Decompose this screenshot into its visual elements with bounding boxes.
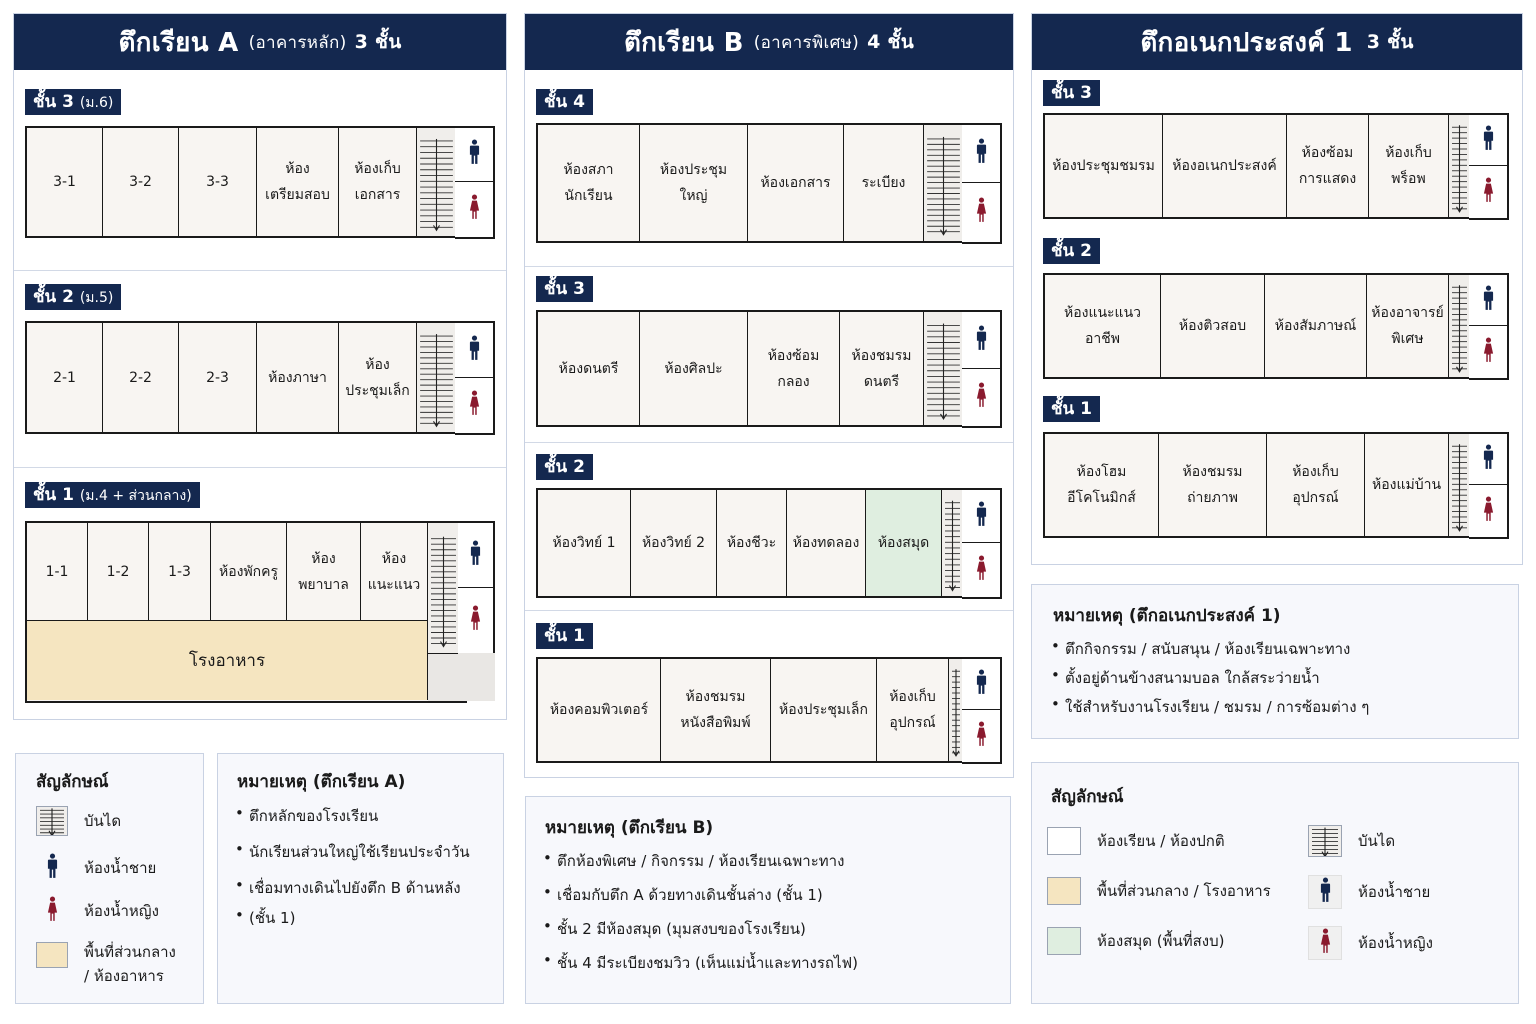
female-restroom-icon — [1469, 166, 1507, 218]
building-a-floor1-badge — [25, 482, 200, 508]
room[interactable]: 3-2 — [103, 128, 179, 236]
corridor — [428, 653, 460, 701]
note-item-continued: • (ชั้น 1) — [235, 906, 497, 930]
building-a-title: ตึกเรียน A — [118, 27, 239, 58]
floor-badge-label: ชั้น 3 — [33, 92, 74, 112]
classroom-swatch — [1047, 827, 1081, 855]
building-a-floor2-plan — [25, 321, 467, 434]
room[interactable]: ห้องแนะแนว อาชีพ — [1045, 275, 1161, 377]
room[interactable]: ห้องศิลปะ — [640, 312, 748, 425]
stairs-icon — [417, 323, 457, 432]
room[interactable]: ห้อง แนะแนว — [361, 523, 428, 620]
legend-c — [1031, 762, 1519, 1004]
female-figure — [1320, 928, 1331, 954]
legend-label: บันได — [1358, 832, 1396, 850]
notes-list — [543, 849, 1003, 985]
room[interactable]: ห้องอาจารย์ พิเศษ — [1367, 275, 1449, 377]
stairs-drawing — [924, 125, 963, 241]
note-item: • นักเรียนส่วนใหญ่ใช้เรียนประจำวัน — [235, 840, 497, 876]
female-restroom-icon — [1308, 926, 1342, 960]
room[interactable]: 1-2 — [88, 523, 149, 620]
legend-label: ห้องน้ำหญิง — [1358, 934, 1433, 952]
room[interactable]: ห้องคอมพิวเตอร์ — [538, 659, 661, 761]
stairs-icon — [417, 128, 457, 236]
note-item: • ชั้น 4 มีระเบียงชมวิว (เห็นแม่น้ำและทางรถไฟ) — [543, 951, 1003, 985]
stairs-icon — [942, 490, 964, 596]
room[interactable]: 3-3 — [179, 128, 257, 236]
legend-stairs — [1308, 825, 1395, 857]
building-a-floor2-badge — [25, 284, 121, 310]
room[interactable]: ห้องเก็บ อุปกรณ์ — [1267, 434, 1365, 536]
cafeteria[interactable]: โรงอาหาร — [27, 620, 428, 700]
building-a-floor-count: 3 ชั้น — [354, 31, 402, 53]
floor-badge-label: ชั้น 3 — [1051, 83, 1092, 103]
room[interactable]: ห้องชมรม หนังสือพิมพ์ — [661, 659, 771, 761]
stairs-icon — [1449, 275, 1471, 377]
male-figure — [1483, 444, 1494, 470]
female-restroom-icon — [1469, 485, 1507, 537]
building-c-title: ตึกอเนกประสงค์ 1 — [1140, 27, 1353, 58]
central-area-swatch — [36, 942, 68, 968]
legend-label: พื้นที่ส่วนกลาง / โรงอาหาร — [1097, 882, 1271, 900]
room[interactable]: 2-2 — [103, 323, 179, 432]
male-restroom-icon — [455, 323, 493, 378]
stairs-drawing — [924, 312, 963, 425]
note-item: • ชั้น 2 มีห้องสมุด (มุมสงบของโรงเรียน) — [543, 917, 1003, 951]
room[interactable]: ห้องทดลอง — [787, 490, 866, 596]
floor-divider — [525, 266, 1013, 267]
room[interactable]: ห้องชีวะ — [717, 490, 787, 596]
room[interactable]: ห้องซ้อม กลอง — [748, 312, 840, 425]
floor-divider — [14, 467, 506, 468]
room[interactable]: ห้องประชุมชมรม — [1045, 115, 1163, 217]
building-b-floor4-badge — [536, 89, 593, 115]
legend-a — [15, 753, 204, 1004]
floor-badge-label: ชั้น 2 — [33, 287, 74, 307]
note-item: • เชื่อมทางเดินไปยังตึก B ด้านหลัง — [235, 876, 497, 906]
notes-title: หมายเหตุ (ตึกอเนกประสงค์ 1) — [1053, 606, 1281, 626]
restroom-column — [1469, 432, 1509, 539]
female-figure — [976, 555, 987, 581]
stairs-icon — [1449, 434, 1471, 536]
note-item: • ตึกหลักของโรงเรียน — [235, 804, 497, 840]
stairs-drawing — [1449, 115, 1470, 217]
building-a-panel — [13, 13, 507, 720]
female-restroom-icon — [458, 588, 493, 653]
building-a-subtitle: (อาคารหลัก) — [248, 32, 347, 53]
room[interactable]: ห้องประชุมเล็ก — [771, 659, 877, 761]
floor-badge-label: ชั้น 2 — [1051, 241, 1092, 261]
legend-male — [1308, 875, 1430, 909]
male-figure — [469, 139, 480, 165]
legend-stairs — [36, 806, 121, 836]
restroom-column — [455, 126, 495, 239]
room[interactable]: ห้องชมรม ถ่ายภาพ — [1159, 434, 1267, 536]
stairs-drawing — [428, 523, 459, 654]
building-b-title: ตึกเรียน B — [623, 27, 744, 58]
room[interactable]: ห้องสภา นักเรียน — [538, 125, 640, 241]
restroom-column — [1469, 113, 1509, 220]
stairs-drawing — [417, 128, 456, 236]
female-restroom-icon — [962, 183, 1000, 242]
central-area-swatch — [1047, 877, 1081, 905]
building-c-floor2-badge — [1043, 238, 1100, 264]
male-restroom-icon — [1469, 115, 1507, 167]
male-restroom-icon — [962, 659, 1000, 711]
room[interactable]: ห้องเก็บ อุปกรณ์ — [877, 659, 949, 761]
male-figure — [470, 540, 481, 566]
male-figure — [1483, 125, 1494, 151]
male-restroom-icon — [962, 125, 1000, 184]
room[interactable]: ห้อง ประชุมเล็ก — [339, 323, 417, 432]
building-a-header — [14, 14, 506, 70]
legend-male — [36, 853, 156, 883]
stairs-icon — [428, 523, 460, 654]
room[interactable]: ห้องติวสอบ — [1161, 275, 1265, 377]
room[interactable]: ห้องเก็บ เอกสาร — [339, 128, 417, 236]
floor-badge-label: ชั้น 1 — [33, 485, 74, 505]
female-restroom-icon — [962, 710, 1000, 762]
floor-divider — [525, 610, 1013, 611]
legend-label: ห้องเรียน / ห้องปกติ — [1097, 832, 1225, 850]
building-c-floor-count: 3 ชั้น — [1366, 31, 1414, 53]
floor-badge-sublabel: (ม.6) — [79, 95, 114, 111]
building-b-floor4-plan — [536, 123, 964, 243]
floor-badge-sublabel: (ม.5) — [79, 290, 114, 306]
male-figure — [47, 853, 58, 879]
male-figure — [976, 669, 987, 695]
room[interactable]: 3-1 — [27, 128, 103, 236]
building-b-floor3-badge — [536, 276, 593, 302]
legend-label: ห้องน้ำหญิง — [84, 902, 159, 920]
female-restroom-icon — [36, 896, 68, 926]
building-b-floor1-plan — [536, 657, 964, 763]
legend-label: ห้องสมุด (พื้นที่สงบ) — [1097, 932, 1225, 950]
room[interactable]: ห้องชมรม ดนตรี — [840, 312, 924, 425]
note-item: • ตึกกิจกรรม / สนับสนุน / ห้องเรียนเฉพาะทาง — [1051, 637, 1511, 666]
restroom-column — [962, 310, 1002, 428]
female-figure — [976, 382, 987, 408]
stairs-icon — [1308, 825, 1342, 857]
library-swatch — [1047, 927, 1081, 955]
notes-title: หมายเหตุ (ตึกเรียน A) — [237, 772, 406, 792]
stairs-drawing — [1449, 275, 1470, 377]
floor-badge-label: ชั้น 3 — [544, 279, 585, 299]
legend-label: บันได — [84, 812, 122, 830]
building-c-panel — [1031, 13, 1523, 565]
library-room[interactable]: ห้องสมุด — [866, 490, 942, 596]
building-c-floor2-plan — [1043, 273, 1471, 379]
corridor — [458, 653, 495, 701]
restroom-column — [962, 488, 1002, 599]
legend-label: / ห้องอาหาร — [84, 967, 164, 985]
legend-library — [1047, 927, 1225, 955]
room[interactable]: ห้องประชุม ใหญ่ — [640, 125, 748, 241]
male-restroom-icon — [1308, 875, 1342, 909]
building-c-floor1-plan — [1043, 432, 1471, 538]
stairs-icon — [924, 125, 964, 241]
stairs-drawing — [1309, 826, 1341, 856]
room[interactable]: ห้องโฮม อีโคโนมิกส์ — [1045, 434, 1159, 536]
building-a-floor3-badge — [25, 89, 121, 115]
female-figure — [976, 197, 987, 223]
restroom-column — [962, 657, 1002, 764]
building-b-floor2-badge — [536, 454, 593, 480]
stairs-drawing — [1449, 434, 1470, 536]
female-restroom-icon — [962, 543, 1000, 597]
female-restroom-icon — [962, 369, 1000, 426]
note-item: • เชื่อมกับตึก A ด้วยทางเดินชั้นล่าง (ชั้น 1) — [543, 883, 1003, 917]
female-figure — [469, 194, 480, 220]
male-restroom-icon — [962, 490, 1000, 544]
stairs-drawing — [417, 323, 456, 432]
legend-female — [36, 896, 159, 926]
floor-divider — [525, 442, 1013, 443]
notes-list — [1051, 637, 1511, 724]
building-b-floor2-plan — [536, 488, 964, 598]
male-figure — [469, 335, 480, 361]
female-restroom-icon — [1469, 326, 1507, 378]
female-figure — [1483, 337, 1494, 363]
room[interactable]: 2-3 — [179, 323, 257, 432]
legend-title: สัญลักษณ์ — [36, 772, 109, 792]
room[interactable]: ห้องพักครู — [211, 523, 287, 620]
male-figure — [976, 138, 987, 164]
room[interactable]: ระเบียง — [844, 125, 924, 241]
female-restroom-icon — [455, 182, 493, 237]
room[interactable]: ห้อง พยาบาล — [287, 523, 361, 620]
restroom-column — [1469, 273, 1509, 380]
notes-b — [525, 796, 1011, 1004]
room[interactable]: ห้องดนตรี — [538, 312, 640, 425]
room[interactable]: 1-1 — [27, 523, 88, 620]
stairs-drawing — [949, 659, 963, 761]
legend-female — [1308, 926, 1433, 960]
room[interactable]: ห้องเก็บ พร็อพ — [1369, 115, 1449, 217]
male-figure — [976, 501, 987, 527]
stairs-icon — [924, 312, 964, 425]
male-restroom-icon — [1469, 434, 1507, 486]
male-restroom-icon — [962, 312, 1000, 369]
room[interactable]: ห้องภาษา — [257, 323, 339, 432]
building-b-floor-count: 4 ชั้น — [867, 31, 915, 53]
building-c-floor3-plan — [1043, 113, 1471, 219]
floor-badge-label: ชั้น 2 — [544, 457, 585, 477]
stairs-drawing — [37, 807, 67, 835]
floor-badge-label: ชั้น 1 — [1051, 399, 1092, 419]
floor-divider — [14, 270, 506, 271]
female-figure — [1483, 177, 1494, 203]
room[interactable]: ห้องวิทย์ 1 — [538, 490, 631, 596]
building-b-header — [525, 14, 1013, 70]
female-restroom-icon — [455, 378, 493, 433]
restroom-column — [458, 521, 495, 655]
floor-badge-label: ชั้น 1 — [544, 626, 585, 646]
floor-badge-label: ชั้น 4 — [544, 92, 585, 112]
room[interactable]: 2-1 — [27, 323, 103, 432]
notes-list — [235, 804, 497, 930]
legend-title: สัญลักษณ์ — [1051, 787, 1124, 807]
building-c-floor3-badge — [1043, 80, 1100, 106]
stairs-icon — [1449, 115, 1471, 217]
female-figure — [469, 390, 480, 416]
male-restroom-icon — [1469, 275, 1507, 327]
building-c-floor1-badge — [1043, 396, 1100, 422]
male-figure — [1320, 877, 1331, 903]
note-item: • ตึกห้องพิเศษ / กิจกรรม / ห้องเรียนเฉพาะทาง — [543, 849, 1003, 883]
legend-central — [36, 940, 176, 988]
female-figure — [47, 896, 58, 922]
stairs-icon — [36, 806, 68, 836]
female-figure — [976, 721, 987, 747]
building-b-subtitle: (อาคารพิเศษ) — [753, 32, 860, 53]
room[interactable]: ห้องเอกสาร — [748, 125, 844, 241]
legend-central — [1047, 877, 1271, 905]
building-b-floor3-plan — [536, 310, 964, 427]
floor-badge-sublabel: (ม.4 + ส่วนกลาง) — [79, 488, 192, 504]
building-c-header — [1032, 14, 1522, 70]
restroom-column — [962, 123, 1002, 244]
notes-title: หมายเหตุ (ตึกเรียน B) — [545, 818, 714, 838]
female-figure — [1483, 496, 1494, 522]
building-b-floor1-badge — [536, 623, 593, 649]
male-figure — [1483, 285, 1494, 311]
male-restroom-icon — [36, 853, 68, 883]
male-restroom-icon — [458, 523, 493, 588]
building-a-floor1-plan — [25, 521, 467, 703]
note-item: • ตั้งอยู่ด้านข้างสนามบอล ใกล้สระว่ายน้ำ — [1051, 666, 1511, 695]
room[interactable]: ห้อง เตรียมสอบ — [257, 128, 339, 236]
restroom-column — [455, 321, 495, 435]
legend-label: ห้องน้ำชาย — [84, 859, 157, 877]
building-b-panel — [524, 13, 1014, 778]
legend-label: ห้องน้ำชาย — [1358, 883, 1431, 901]
male-restroom-icon — [455, 128, 493, 183]
room[interactable]: 1-3 — [149, 523, 211, 620]
note-item: • ใช้สำหรับงานโรงเรียน / ชมรม / การซ้อมต่าง ๆ — [1051, 695, 1511, 724]
building-a-floor3-plan — [25, 126, 467, 238]
room[interactable]: ห้องสัมภาษณ์ — [1265, 275, 1367, 377]
room[interactable]: ห้องวิทย์ 2 — [631, 490, 717, 596]
male-figure — [976, 325, 987, 351]
room[interactable]: ห้องซ้อม การแสดง — [1287, 115, 1369, 217]
notes-a — [217, 753, 504, 1004]
room[interactable]: ห้องแม่บ้าน — [1365, 434, 1449, 536]
stairs-drawing — [942, 490, 963, 596]
female-figure — [470, 605, 481, 631]
room[interactable]: ห้องอเนกประสงค์ — [1163, 115, 1287, 217]
legend-label: พื้นที่ส่วนกลาง — [84, 943, 176, 961]
legend-classroom — [1047, 827, 1225, 855]
notes-c — [1031, 584, 1519, 739]
